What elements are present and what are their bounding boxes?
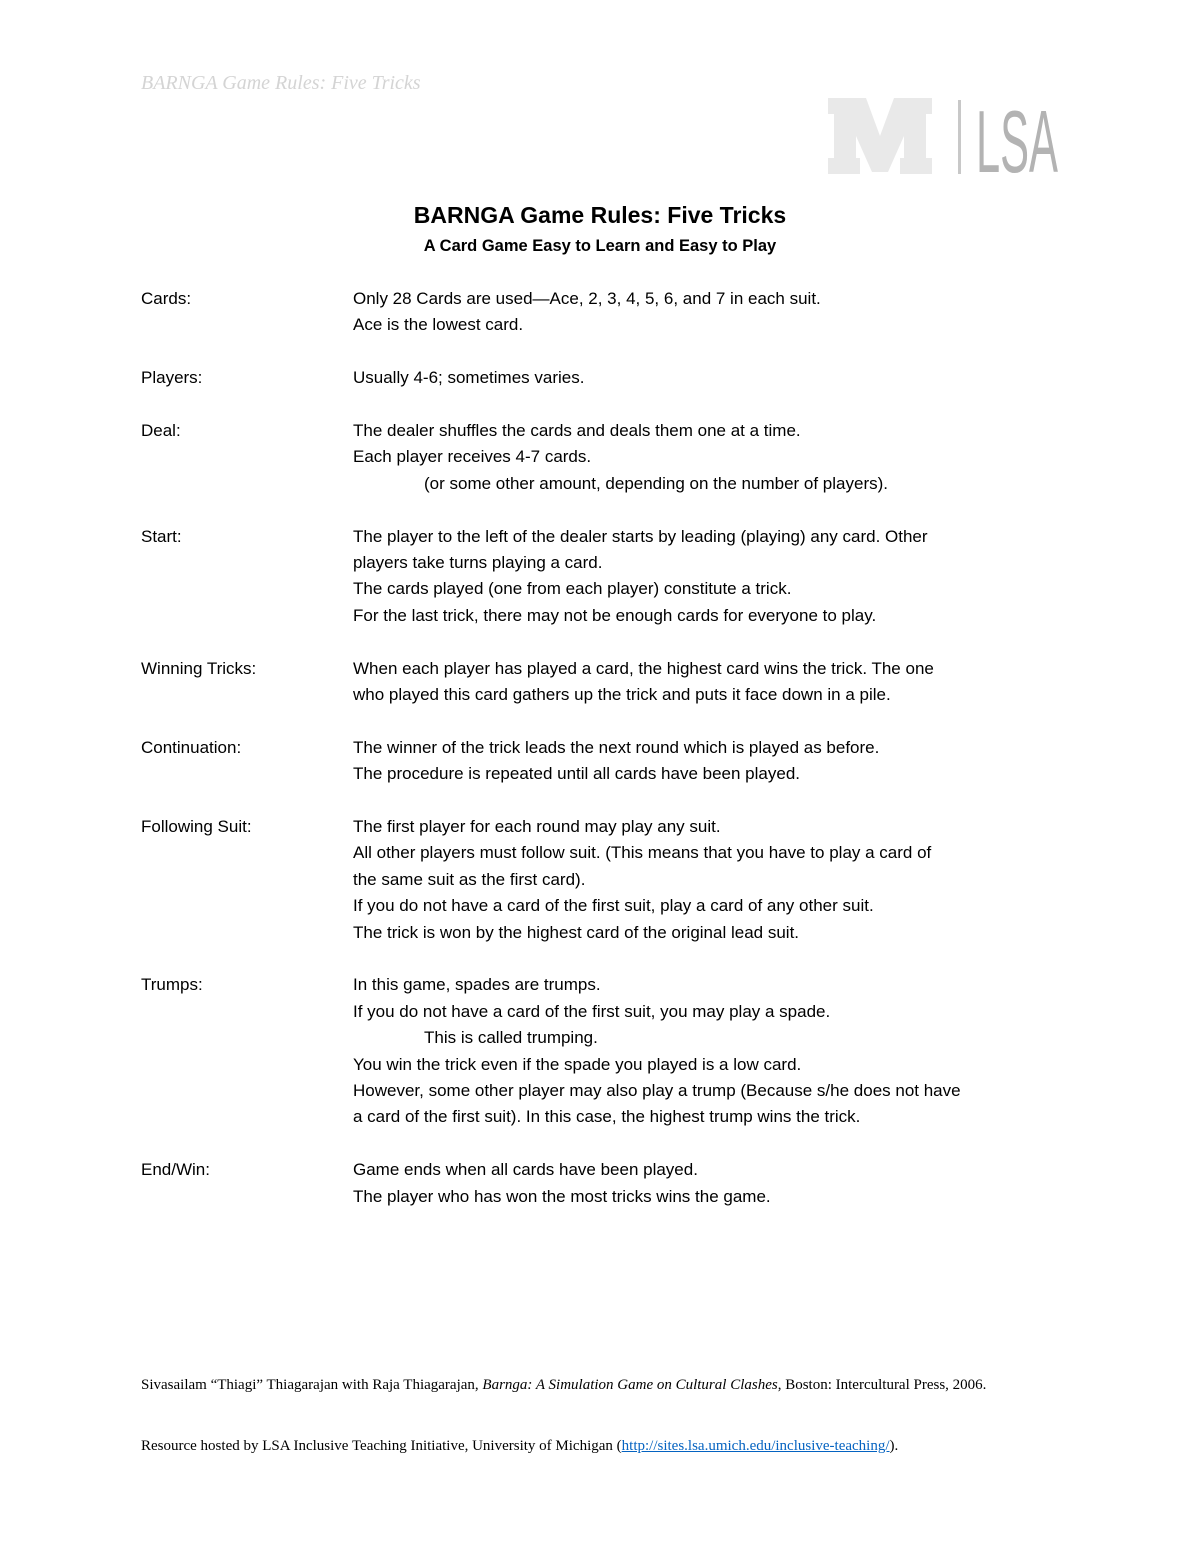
page-title: BARNGA Game Rules: Five Tricks [413, 202, 787, 228]
rule-section [141, 1157, 1071, 1210]
citation-authors: Sivasailam “Thiagi” Thiagarajan with Raja Thiagarajan, [141, 1377, 483, 1393]
rule-section [141, 286, 1071, 339]
rule-line: the same suit as the first card). [353, 869, 586, 889]
rule-text [353, 418, 888, 497]
rule-label: Winning Tricks: [141, 658, 257, 678]
rule-text [353, 972, 961, 1130]
rule-line: The player to the left of the dealer starts by leading (playing) any card. Other [353, 526, 928, 546]
rule-line: This is called trumping. [424, 1028, 598, 1048]
rule-line: For the last trick, there may not be enough cards for everyone to play. [353, 605, 877, 625]
running-header: BARNGA Game Rules: Five Tricks [141, 72, 421, 94]
rule-line: The trick is won by the highest card of the original lead suit. [353, 922, 800, 942]
rule-line: players take turns playing a card. [353, 553, 603, 573]
rule-line: If you do not have a card of the first suit, you may play a spade. [353, 1001, 831, 1021]
rule-label: Start: [141, 526, 182, 546]
rule-section [141, 735, 1071, 788]
page-subtitle: A Card Game Easy to Learn and Easy to Play [423, 237, 777, 255]
umich-lsa-logo [828, 92, 1060, 191]
inclusive-teaching-link[interactable]: http://sites.lsa.umich.edu/inclusive-teaching/ [621, 1438, 890, 1454]
rule-line: The cards played (one from each player) constitute a trick. [353, 579, 792, 599]
rule-text [353, 735, 879, 788]
rule-text [353, 656, 934, 709]
rule-label: Cards: [141, 289, 192, 308]
rule-section [141, 365, 1071, 391]
rule-line: The winner of the trick leads the next round which is played as before. [353, 737, 880, 757]
rule-line: The dealer shuffles the cards and deals them one at a time. [353, 421, 801, 440]
rule-line: In this game, spades are trumps. [353, 975, 601, 995]
rule-line: (or some other amount, depending on the number of players). [424, 473, 888, 493]
rule-section [141, 524, 1071, 630]
rule-line: You win the trick even if the spade you played is a low card. [353, 1054, 802, 1074]
rule-section [141, 814, 1071, 946]
rule-label: Players: [141, 368, 203, 388]
rule-label: End/Win: [141, 1160, 210, 1180]
rule-text [353, 286, 821, 339]
rule-text [353, 1157, 771, 1210]
rule-line: All other players must follow suit. (This means that you have to play a card of [353, 843, 932, 863]
rule-text [353, 524, 928, 630]
rule-line: The procedure is repeated until all cards have been played. [353, 764, 801, 784]
rule-label: Continuation: [141, 737, 242, 757]
rule-line: If you do not have a card of the first suit, play a card of any other suit. [353, 896, 874, 916]
svg-text:LSA: LSA [976, 92, 1059, 191]
rule-line: The first player for each round may play any suit. [353, 817, 721, 837]
citation [141, 1375, 1061, 1395]
rule-line: The player who has won the most tricks wins the game. [353, 1186, 771, 1206]
hosted-note [141, 1436, 1061, 1456]
rule-section [141, 656, 1071, 709]
rule-section [141, 972, 1071, 1130]
rule-label: Trumps: [141, 975, 203, 995]
rule-line: Game ends when all cards have been played. [353, 1160, 698, 1180]
rule-line: Ace is the lowest card. [353, 315, 524, 335]
citation-book-title: Barnga: A Simulation Game on Cultural Clashes [482, 1377, 778, 1393]
rule-line: who played this card gathers up the trick and puts it face down in a pile. [353, 685, 891, 705]
rule-line: When each player has played a card, the highest card wins the trick. The one [353, 658, 934, 678]
hosted-text: Resource hosted by LSA Inclusive Teaching Initiative, University of Michigan ( [141, 1438, 622, 1454]
rule-line: a card of the first suit). In this case, the highest trump wins the trick. [353, 1107, 861, 1127]
rule-line: Usually 4-6; sometimes varies. [353, 368, 585, 388]
rule-text [353, 365, 584, 391]
rule-line: Each player receives 4-7 cards. [353, 447, 592, 467]
rule-label: Following Suit: [141, 817, 252, 837]
rules-list [141, 286, 1071, 1236]
rule-section [141, 418, 1071, 497]
rule-line: Only 28 Cards are used—Ace, 2, 3, 4, 5, 6, and 7 in each suit. [353, 289, 821, 308]
citation-publisher: , Boston: Intercultural Press, 2006. [777, 1377, 987, 1393]
rule-line: However, some other player may also play a trump (Because s/he does not have [353, 1081, 961, 1101]
hosted-close: ). [889, 1438, 899, 1454]
rule-text [353, 814, 931, 946]
rule-label: Deal: [141, 421, 181, 440]
